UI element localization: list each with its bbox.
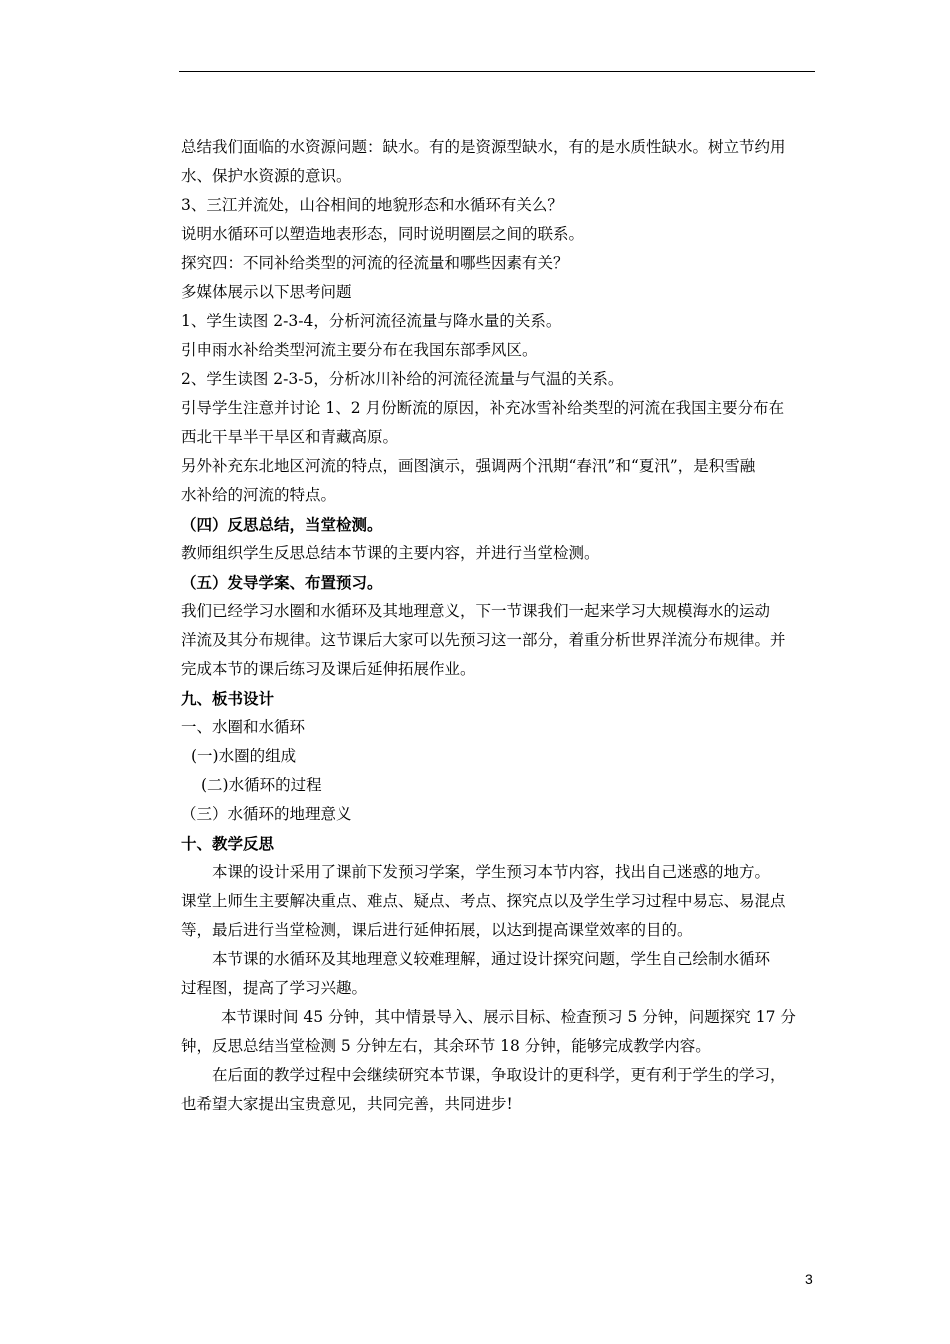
- text-line: 探究四：不同补给类型的河流的径流量和哪些因素有关？: [181, 254, 569, 272]
- text-line: 也希望大家提出宝贵意见，共同完善，共同进步!: [181, 1095, 513, 1113]
- text-line: 我们已经学习水圈和水循环及其地理意义，下一节课我们一起来学习大规模海水的运动: [181, 602, 771, 620]
- text-line: 钟，反思总结当堂检测 5 分钟左右，其余环节 18 分钟，能够完成教学内容。: [181, 1037, 711, 1055]
- text-line: 在后面的教学过程中会继续研究本节课，争取设计的更科学，更有利于学生的学习，: [212, 1066, 786, 1084]
- text-line: 引导学生注意并讨论 1、2 月份断流的原因，补充冰雪补给类型的河流在我国主要分布在: [181, 399, 785, 417]
- text-line: 洋流及其分布规律。这节课后大家可以先预习这一部分，着重分析世界洋流分布规律。并: [181, 631, 786, 649]
- text-line: 等，最后进行当堂检测，课后进行延伸拓展，以达到提高课堂效率的目的。: [181, 921, 693, 939]
- text-line: （三）水循环的地理意义: [181, 805, 352, 823]
- text-line: 3、三江并流处，山谷相间的地貌形态和水循环有关么？: [181, 196, 563, 214]
- text-line: 多媒体展示以下思考问题: [181, 283, 352, 301]
- section-heading: （五）发导学案、布置预习。: [181, 573, 383, 592]
- section-heading: 十、教学反思: [181, 834, 275, 853]
- text-line: 总结我们面临的水资源问题：缺水。有的是资源型缺水，有的是水质性缺水。树立节约用: [181, 138, 786, 156]
- document-body: [181, 133, 815, 1119]
- text-line: 过程图，提高了学习兴趣。: [181, 979, 368, 997]
- section-heading: （四）反思总结，当堂检测。: [181, 515, 383, 534]
- page-number: 3: [805, 1271, 813, 1287]
- text-line: 2、学生读图 2-3-5，分析冰川补给的河流径流量与气温的关系。: [181, 370, 624, 388]
- text-line: 水、保护水资源的意识。: [181, 167, 352, 185]
- text-line: 西北干旱半干旱区和青藏高原。: [181, 428, 399, 446]
- text-line: 说明水循环可以塑造地表形态，同时说明圈层之间的联系。: [181, 225, 585, 243]
- header-rule: [179, 71, 815, 72]
- text-line: 课堂上师生主要解决重点、难点、疑点、考点、探究点以及学生学习过程中易忘、易混点: [181, 892, 786, 910]
- text-line: 完成本节的课后练习及课后延伸拓展作业。: [181, 660, 476, 678]
- text-line: (一)水圈的组成: [191, 747, 297, 765]
- text-line: 本课的设计采用了课前下发预习学案，学生预习本节内容，找出自己迷惑的地方。: [212, 863, 771, 881]
- text-line: 本节课的水循环及其地理意义较难理解，通过设计探究问题，学生自己绘制水循环: [212, 950, 771, 968]
- text-line: 1、学生读图 2-3-4，分析河流径流量与降水量的关系。: [181, 312, 562, 330]
- text-line: 本节课时间 45 分钟，其中情景导入、展示目标、检查预习 5 分钟，问题探究 17 分: [221, 1008, 796, 1026]
- text-line: 一、水圈和水循环: [181, 718, 306, 736]
- text-line: 引申雨水补给类型河流主要分布在我国东部季风区。: [181, 341, 538, 359]
- text-line: 另外补充东北地区河流的特点，画图演示，强调两个汛期“春汛”和“夏汛”，是积雪融: [181, 457, 756, 475]
- text-line: (二)水循环的过程: [201, 776, 322, 794]
- text-line: 水补给的河流的特点。: [181, 486, 337, 504]
- text-line: 教师组织学生反思总结本节课的主要内容，并进行当堂检测。: [181, 544, 600, 562]
- section-heading: 九、板书设计: [181, 689, 275, 708]
